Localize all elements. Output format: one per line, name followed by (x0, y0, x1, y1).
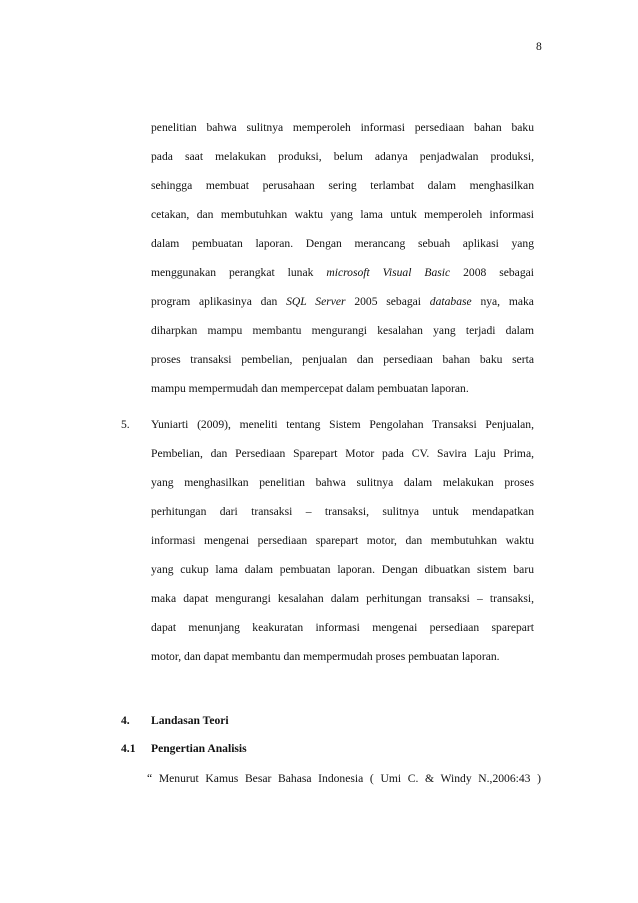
body-line (151, 265, 534, 281)
body-line: dalam pembuatan laporan. Dengan merancang sebuah aplikasi yang (151, 237, 534, 250)
section-title: Pengertian Analisis (151, 742, 247, 755)
body-line (151, 294, 534, 310)
body-line: maka dapat mengurangi kesalahan dalam perhitungan transaksi – transaksi, (151, 592, 534, 605)
body-line: proses transaksi pembelian, penjualan dan persediaan bahan baku serta (151, 353, 534, 366)
body-line: yang cukup lama dalam pembuatan laporan. Dengan dibuatkan sistem baru (151, 563, 534, 576)
section-number: 4.1 (121, 742, 136, 755)
text-segment: menggunakan perangkat lunak (151, 266, 314, 279)
text-segment: 2008 sebagai (463, 266, 534, 279)
body-line: cetakan, dan membutuhkan waktu yang lama untuk memperoleh informasi (151, 208, 534, 221)
body-line: motor, dan dapat membantu dan mempermudah proses pembuatan laporan. (151, 650, 500, 663)
body-line: yang menghasilkan penelitian bahwa sulitnya dalam melakukan proses (151, 476, 534, 489)
italic-term: database (429, 295, 472, 308)
body-line: dapat menunjang keakuratan informasi mengenai persediaan sparepart (151, 621, 534, 634)
body-line: Yuniarti (2009), meneliti tentang Sistem Pengolahan Transaksi Penjualan, (151, 418, 534, 431)
list-marker: 5. (121, 418, 130, 431)
body-line: Pembelian, dan Persediaan Sparepart Motor pada CV. Savira Laju Prima, (151, 447, 534, 460)
section-title: Landasan Teori (151, 714, 229, 727)
text-segment: 2005 sebagai (354, 295, 422, 308)
body-line: mampu mempermudah dan mempercepat dalam pembuatan laporan. (151, 382, 469, 395)
body-line: pada saat melakukan produksi, belum adanya penjadwalan produksi, (151, 150, 534, 163)
section-number: 4. (121, 714, 130, 727)
italic-term: microsoft Visual Basic (326, 266, 451, 279)
quote-line: “ Menurut Kamus Besar Bahasa Indonesia ( Umi C. & Windy N.,2006:43 ) (147, 772, 541, 785)
body-line: perhitungan dari transaksi – transaksi, sulitnya untuk mendapatkan (151, 505, 534, 518)
italic-term: SQL Server (286, 295, 346, 308)
text-segment: nya, maka (480, 295, 534, 308)
body-line: sehingga membuat perusahaan sering terlambat dalam menghasilkan (151, 179, 534, 192)
text-segment: program aplikasinya dan (151, 295, 278, 308)
page-number: 8 (536, 40, 542, 53)
body-line: diharpkan mampu membantu mengurangi kesalahan yang terjadi dalam (151, 324, 534, 337)
body-line: penelitian bahwa sulitnya memperoleh informasi persediaan bahan baku (151, 121, 534, 134)
body-line: informasi mengenai persediaan sparepart motor, dan membutuhkan waktu (151, 534, 534, 547)
